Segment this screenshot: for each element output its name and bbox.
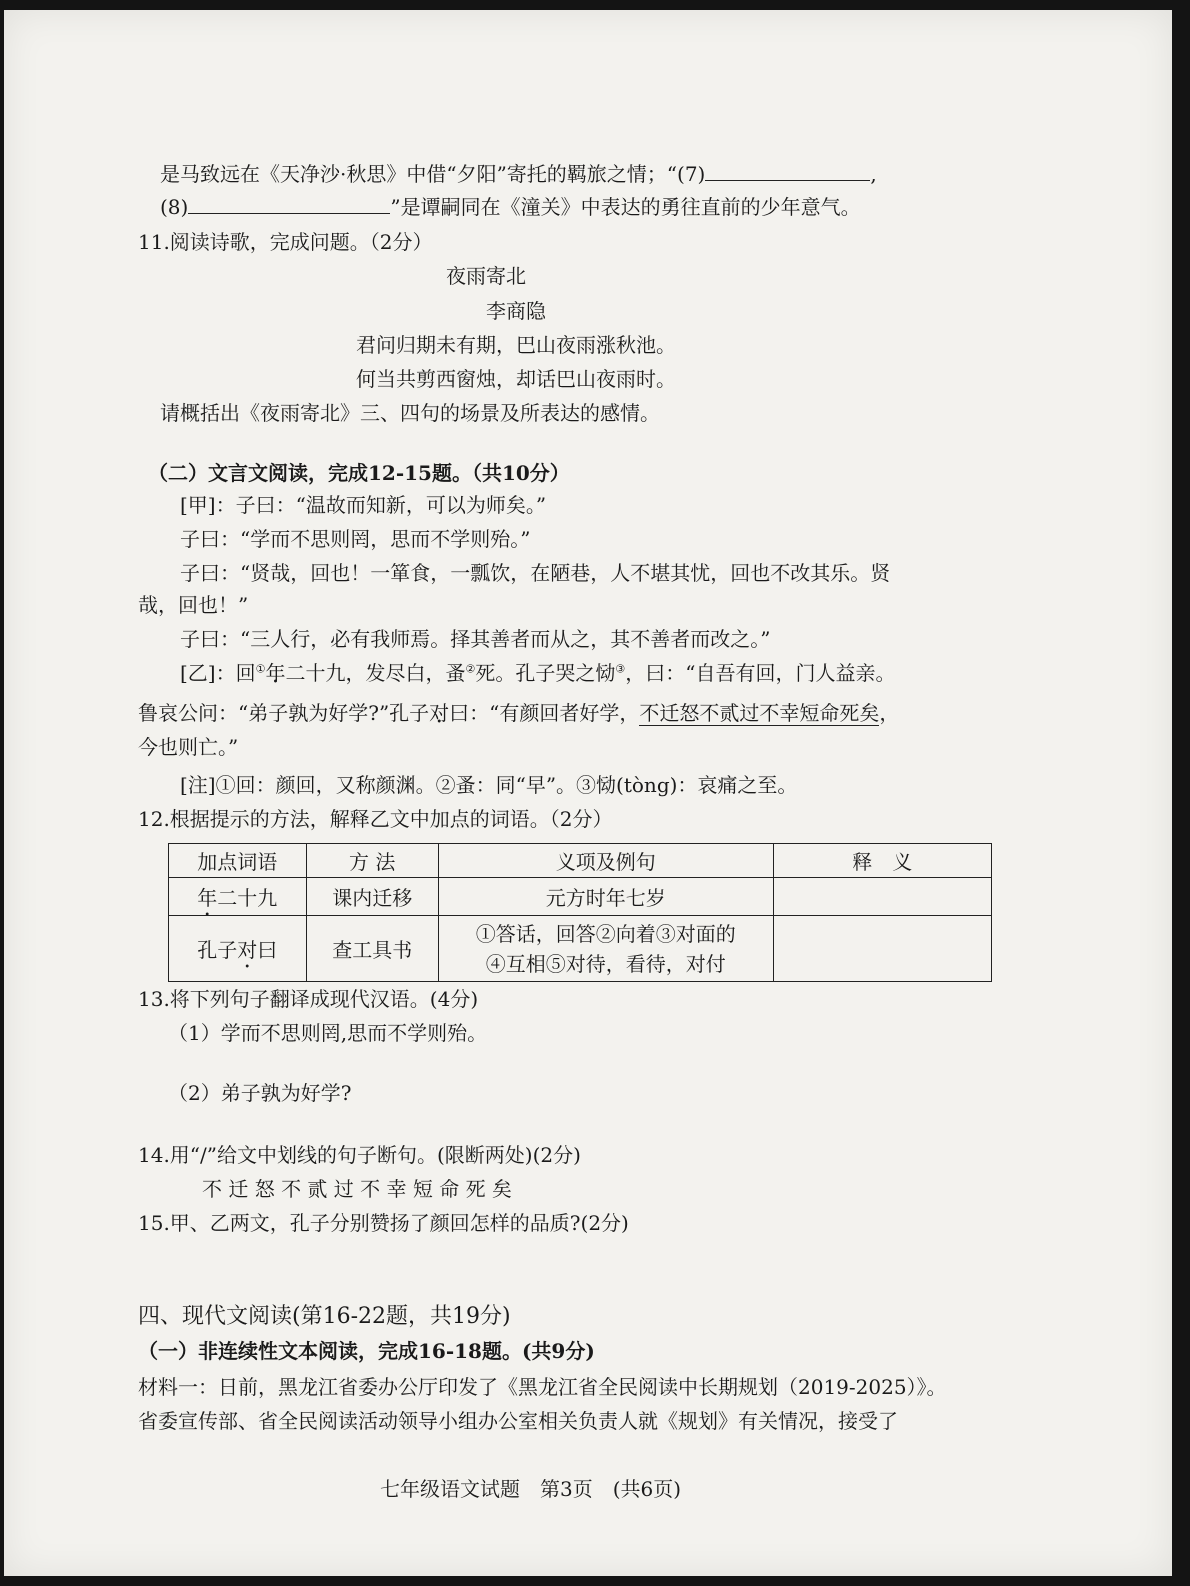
row1-word xyxy=(169,878,307,916)
material-1-line2: 省委宣传部、省全民阅读活动领导小组办公室相关负责人就《规划》有关情况，接受了 xyxy=(138,1409,898,1433)
classical-header: （二）文言文阅读，完成12-15题。（共10分） xyxy=(148,461,570,485)
blank-8-label: (8) xyxy=(160,195,189,219)
row2-example-2: ④互相⑤对待，看待，对付 xyxy=(485,951,726,976)
jia-para-2: 子曰：“学而不思则罔，思而不学则殆。” xyxy=(180,527,531,551)
row1-answer-cell[interactable] xyxy=(773,878,991,916)
underlined-sentence: 不迁怒不贰过不幸短命死矣 xyxy=(639,701,880,725)
q13-sentence-1: （1）学而不思则罔,思而不学则殆。 xyxy=(168,1021,488,1045)
dotted-word-dui: 对 xyxy=(429,701,450,725)
answer-blank-7[interactable] xyxy=(705,160,870,181)
q12-stem: 12.根据提示的方法，解释乙文中加点的词语。（2分） xyxy=(138,807,613,831)
row2-example-1: ①答话，回答②向着③对面的 xyxy=(475,921,736,946)
q10-line2 xyxy=(160,193,861,220)
q10-line1 xyxy=(160,160,877,187)
th-method: 方 法 xyxy=(306,844,438,878)
yi-para-1 xyxy=(180,660,895,686)
yi2-text-b: 曰：“有颜回者好学， xyxy=(449,701,640,725)
yi-para-3: 今也则亡。” xyxy=(138,735,239,759)
row1-word-dot: 年 xyxy=(197,886,218,910)
row2-word-dot: 对 xyxy=(237,938,258,962)
q14-sentence: 不 迁 怒 不 贰 过 不 幸 短 命 死 矣 xyxy=(202,1177,512,1201)
row2-word-pre: 孔子 xyxy=(197,938,238,962)
th-meaning: 释 义 xyxy=(773,844,991,878)
yi-text-b: 死。孔子哭之恸 xyxy=(475,661,616,685)
yi-text-c: ，曰：“自吾有回，门人益亲。 xyxy=(625,661,896,685)
yi2-text-c: ， xyxy=(879,701,900,725)
yi-label: [乙]： xyxy=(180,661,236,685)
q12-table xyxy=(168,843,992,982)
yi-hui: 回 xyxy=(235,661,256,685)
row2-example xyxy=(438,916,773,982)
yi2-text-a: 鲁哀公问：“弟子孰为好学?”孔子 xyxy=(138,701,430,725)
q13-stem: 13.将下列句子翻译成现代汉语。(4分) xyxy=(138,987,479,1011)
q10-line1-text: 是马致远在《天净沙·秋思》中借“夕阳”寄托的羁旅之情；“(7) xyxy=(160,162,706,186)
jia-para-3a: 子曰：“贤哉，回也！一箪食，一瓢饮，在陋巷，人不堪其忧，回也不改其乐。贤 xyxy=(180,561,891,585)
row1-method: 课内迁移 xyxy=(306,878,438,916)
q11-ask: 请概括出《夜雨寄北》三、四句的场景及所表达的感情。 xyxy=(160,401,660,425)
th-word: 加点词语 xyxy=(169,844,307,878)
footnote-marker-3: ③ xyxy=(615,662,626,676)
q15-stem: 15.甲、乙两文，孔子分别赞扬了颜回怎样的品质?(2分) xyxy=(138,1211,629,1235)
row2-method: 查工具书 xyxy=(306,916,438,982)
jia-para-3b: 哉，回也！” xyxy=(138,593,249,617)
jia-para-1: [甲]：子曰：“温故而知新，可以为师矣。” xyxy=(180,493,547,517)
annotation-note: [注]①回：颜回，又称颜渊。②蚤：同“早”。③恸(tòng)：哀痛之至。 xyxy=(180,773,798,797)
jia-para-4: 子曰：“三人行，必有我师焉。择其善者而从之，其不善者而改之。” xyxy=(180,627,771,651)
poem-title: 夜雨寄北 xyxy=(446,264,526,288)
q13-sentence-2: （2）弟子孰为好学? xyxy=(168,1081,352,1105)
yi-text-a: 二十九，发尽白，蚤 xyxy=(285,661,466,685)
poem-line-1: 君问归期未有期，巴山夜雨涨秋池。 xyxy=(356,333,676,357)
q10-line1-comma: , xyxy=(870,162,877,186)
yi-para-2 xyxy=(138,700,899,726)
row2-word-post: 曰 xyxy=(257,938,278,962)
poem-line-2: 何当共剪西窗烛，却话巴山夜雨时。 xyxy=(356,367,676,391)
footnote-marker-1: ① xyxy=(255,662,266,676)
section4-header: 四、现代文阅读(第16-22题，共19分) xyxy=(138,1304,511,1329)
q14-stem: 14.用“/”给文中划线的句子断句。(限断两处)(2分) xyxy=(138,1143,581,1167)
answer-blank-8[interactable] xyxy=(188,193,390,214)
row2-word xyxy=(169,916,307,982)
material-1-line1: 材料一：日前，黑龙江省委办公厅印发了《黑龙江省全民阅读中长期规划（2019-2025）》。 xyxy=(138,1375,947,1399)
section4-sub: （一）非连续性文本阅读，完成16-18题。(共9分) xyxy=(138,1339,595,1363)
poem-author: 李商隐 xyxy=(486,299,546,323)
q10-line2-text: ”是谭嗣同在《潼关》中表达的勇往直前的少年意气。 xyxy=(390,195,861,219)
page-footer: 七年级语文试题 第3页 (共6页) xyxy=(380,1477,682,1501)
row1-example: 元方时年七岁 xyxy=(438,878,773,916)
q11-stem: 11.阅读诗歌，完成问题。（2分） xyxy=(138,230,433,254)
row1-word-post: 二十九 xyxy=(217,886,278,910)
row2-answer-cell[interactable] xyxy=(773,916,991,982)
th-example: 义项及例句 xyxy=(438,844,773,878)
dotted-word-nian: 年 xyxy=(265,661,286,685)
footnote-marker-2: ② xyxy=(465,662,476,676)
